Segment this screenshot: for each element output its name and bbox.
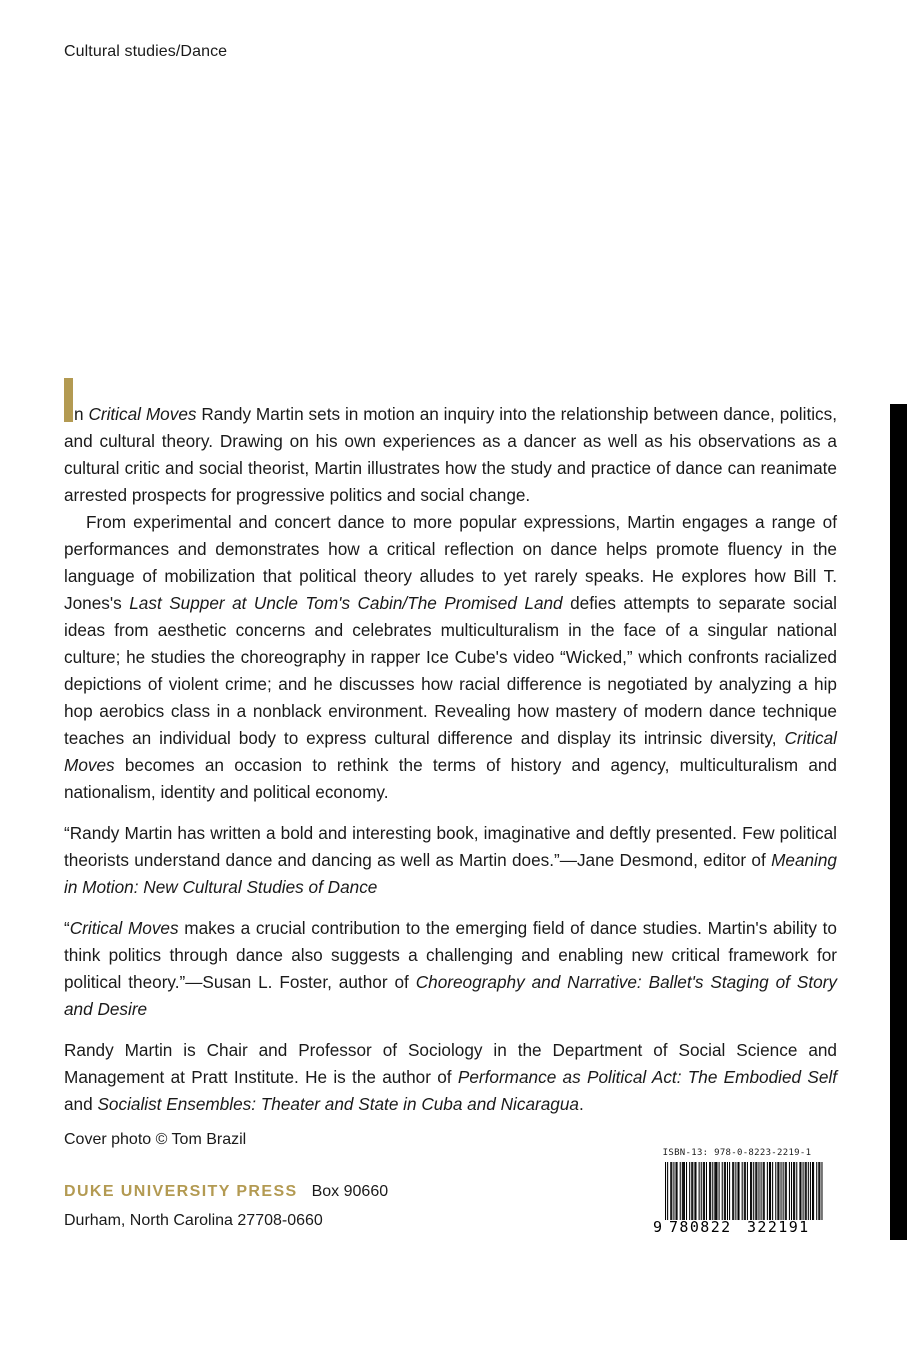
- dropcap-bar: [64, 378, 73, 422]
- barcode-bar: [758, 1162, 759, 1220]
- barcode-bar: [682, 1162, 683, 1220]
- description-p2-part2: defies attempts to separate social ideas from aesthetic concerns and celebrates multiculturalism in the face of a singular national culture; he studies the choreography in rapper Ice Cube's video “Wicked,” which confronts racialized depictions of violent crime; and he discusses how racial difference is negotiated by analyzing a hip hop aerobics class in a nonblack environment. Revealing how mastery of modern dance technique teaches an individual body to express cultural difference and display its intrinsic diversity,: [64, 593, 837, 748]
- barcode-bar: [812, 1162, 813, 1220]
- barcode-bar: [751, 1162, 752, 1220]
- quote-mark: “: [64, 918, 70, 938]
- barcode-bar: [724, 1162, 725, 1220]
- blurb-foster: [64, 915, 837, 1023]
- barcode-bar: [689, 1162, 690, 1220]
- barcode-bar: [737, 1162, 738, 1220]
- barcode-bar: [725, 1162, 726, 1220]
- barcode-first-digit: 9: [653, 1218, 663, 1234]
- barcode-bar: [694, 1162, 695, 1220]
- barcode-bar: [733, 1162, 734, 1220]
- subject-category: Cultural studies/Dance: [64, 43, 228, 60]
- barcode-bar: [808, 1162, 809, 1220]
- isbn-label: ISBN-13: 978-0-8223-2219-1: [662, 1148, 812, 1158]
- book-title: Critical Moves: [69, 918, 179, 938]
- barcode-bar: [704, 1162, 705, 1220]
- barcode-bar: [813, 1162, 814, 1220]
- barcode-bar: [716, 1162, 717, 1220]
- publisher-line: [64, 1183, 388, 1201]
- barcode-bar: [715, 1162, 716, 1220]
- barcode-bar: [818, 1162, 819, 1220]
- barcode-bar: [755, 1162, 756, 1220]
- barcode-bar: [695, 1162, 696, 1220]
- barcode-bar: [686, 1162, 687, 1220]
- barcode-bar: [744, 1162, 745, 1220]
- isbn-barcode: [651, 1148, 823, 1234]
- publisher-city: Durham, North Carolina 27708-0660: [64, 1212, 323, 1229]
- blurb-desmond: [64, 820, 837, 901]
- barcode-bar: [781, 1162, 782, 1220]
- barcode-bar: [769, 1162, 770, 1220]
- barcode-bar: [732, 1162, 733, 1220]
- barcode-bar: [810, 1162, 811, 1220]
- barcode-bar: [701, 1162, 702, 1220]
- barcode-bars: [651, 1162, 823, 1234]
- barcode-bar: [778, 1162, 779, 1220]
- author-bio: [64, 1037, 837, 1118]
- barcode-bar: [747, 1162, 748, 1220]
- barcode-bar: [671, 1162, 672, 1220]
- barcode-bar: [756, 1162, 757, 1220]
- barcode-right-digits: 322191: [747, 1218, 810, 1234]
- barcode-bar: [772, 1162, 773, 1220]
- barcode-bar: [729, 1162, 730, 1220]
- barcode-bar: [800, 1162, 801, 1220]
- barcode-bar: [806, 1162, 807, 1220]
- barcode-bar: [763, 1162, 764, 1220]
- barcode-bar: [676, 1162, 677, 1220]
- blurb-text: “Randy Martin has written a bold and interesting book, imaginative and deftly presented. Few political theorists understand dance and dancing as well as Martin does.”—Jane Desmond, editor of: [64, 823, 837, 870]
- barcode-bar: [796, 1162, 797, 1220]
- barcode-bar: [793, 1162, 794, 1220]
- work-title: Choreography and Narrative: Ballet's Staging of Story and Desire: [64, 972, 837, 1019]
- barcode-bar: [680, 1162, 681, 1220]
- barcode-bar: [739, 1162, 740, 1220]
- barcode-bar: [742, 1162, 743, 1220]
- bio-text: Randy Martin is Chair and Professor of Sociology in the Department of Social Science and Management at Pratt Institute. He is the author of: [64, 1040, 837, 1087]
- barcode-bar: [761, 1162, 762, 1220]
- barcode-bar: [775, 1162, 776, 1220]
- barcode-bar: [703, 1162, 704, 1220]
- barcode-bar: [699, 1162, 700, 1220]
- barcode-bar: [794, 1162, 795, 1220]
- barcode-bar: [710, 1162, 711, 1220]
- back-cover-text: [64, 384, 837, 1118]
- publisher-box: Box 90660: [311, 1183, 389, 1200]
- cover-credit: Cover photo © Tom Brazil: [64, 1131, 247, 1148]
- barcode-bar: [719, 1162, 720, 1220]
- description-paragraph-1: [64, 384, 837, 509]
- book-title: Critical Moves: [88, 404, 197, 424]
- barcode-bar: [714, 1162, 715, 1220]
- barcode-bar: [735, 1162, 736, 1220]
- barcode-bar: [764, 1162, 765, 1220]
- blurb-text: makes a crucial contribution to the emerging field of dance studies. Martin's ability to think politics through dance also suggests a challenging and enabling new critical framework for political theory.”—Susan L. Foster, author of: [64, 918, 837, 992]
- barcode-bar: [722, 1162, 723, 1220]
- barcode-bar: [753, 1162, 754, 1220]
- work-title: Last Supper at Uncle Tom's Cabin/The Promised Land: [129, 593, 563, 613]
- barcode-bar: [819, 1162, 820, 1220]
- barcode-bar: [691, 1162, 692, 1220]
- barcode-bar: [783, 1162, 784, 1220]
- book-title: Critical Moves: [64, 728, 837, 775]
- barcode-bar: [789, 1162, 790, 1220]
- barcode-bar: [727, 1162, 728, 1220]
- barcode-bar: [683, 1162, 684, 1220]
- description-paragraph-2: [64, 509, 837, 806]
- barcode-bar: [712, 1162, 713, 1220]
- barcode-left-digits: 780822: [669, 1218, 732, 1234]
- description-p1-rest: Randy Martin sets in motion an inquiry into the relationship between dance, politics, and cultural theory. Drawing on his own experiences as a dancer as well as his observations as a cultural critic and social theorist, Martin illustrates how the study and practice of dance can reanimate arrested prospects for progressive politics and social change.: [64, 404, 838, 505]
- work-title: Performance as Political Act: The Embodied Self: [457, 1067, 837, 1087]
- barcode-bar: [670, 1162, 671, 1220]
- barcode-bar: [821, 1162, 822, 1220]
- work-title: Socialist Ensembles: Theater and State in Cuba and Nicaragua: [97, 1094, 579, 1114]
- barcode-bar: [770, 1162, 771, 1220]
- barcode-bar: [684, 1162, 685, 1220]
- edge-bar: [890, 404, 907, 1240]
- barcode-bar: [767, 1162, 768, 1220]
- bio-conjunction: and: [64, 1094, 98, 1114]
- barcode-bar: [791, 1162, 792, 1220]
- dropcap-letter: n: [74, 404, 89, 424]
- barcode-bar: [799, 1162, 800, 1220]
- description-p2-part1: From experimental and concert dance to more popular expressions, Martin engages a range of performances and demonstrates how a critical reflection on dance helps promote fluency in the language of mobilization that political theory alludes to yet rarely speaks. He explores how Bill T. Jones's: [64, 512, 837, 613]
- barcode-bar: [785, 1162, 786, 1220]
- barcode-bar: [706, 1162, 707, 1220]
- description-p2-part3: becomes an occasion to rethink the terms of history and agency, multiculturalism and nationalism, identity and political economy.: [64, 755, 837, 802]
- barcode-bar: [786, 1162, 787, 1220]
- bio-end: .: [578, 1094, 584, 1114]
- barcode-bar: [816, 1162, 817, 1220]
- barcode-bar: [777, 1162, 778, 1220]
- work-title: Meaning in Motion: New Cultural Studies of Dance: [64, 850, 837, 897]
- barcode-bar: [677, 1162, 678, 1220]
- barcode-bar: [750, 1162, 751, 1220]
- barcode-bar: [709, 1162, 710, 1220]
- barcode-bar: [673, 1162, 674, 1220]
- barcode-bar: [803, 1162, 804, 1220]
- publisher-name: DUKE UNIVERSITY PRESS: [64, 1183, 298, 1200]
- barcode-bar: [692, 1162, 693, 1220]
- barcode-bar: [805, 1162, 806, 1220]
